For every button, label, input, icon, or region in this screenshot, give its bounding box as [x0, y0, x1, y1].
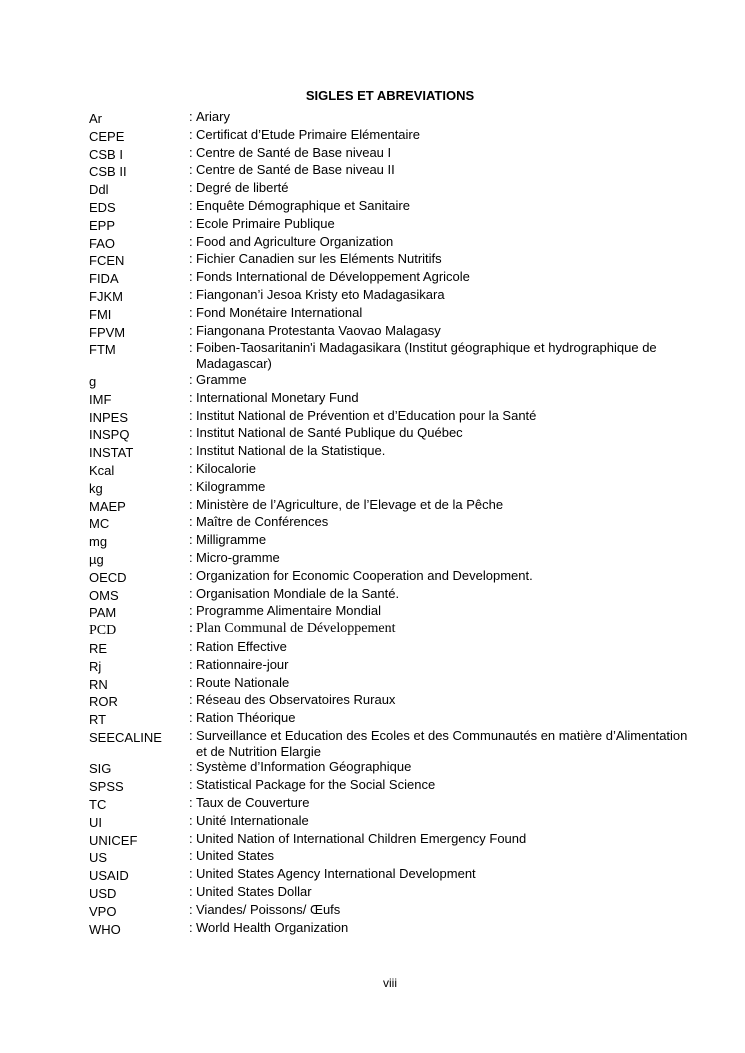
separator: :	[189, 674, 193, 690]
separator: :	[189, 795, 193, 811]
separator: :	[189, 389, 193, 405]
abbreviation: WHO	[89, 921, 121, 937]
abbreviation-row	[0, 479, 745, 497]
page-title: SIGLES ET ABREVIATIONS	[305, 88, 475, 103]
separator: :	[189, 656, 193, 672]
separator: :	[189, 812, 193, 828]
definition: Institut National de Prévention et d’Education pour la Santé	[196, 407, 537, 423]
definition: Fichier Canadien sur les Eléments Nutritifs	[196, 251, 442, 267]
abbreviation: µg	[89, 551, 104, 567]
abbreviation-row	[0, 848, 745, 866]
definition: Statistical Package for the Social Science	[196, 777, 436, 793]
abbreviation: EDS	[89, 199, 116, 215]
abbreviation: CSB I	[89, 146, 123, 162]
separator: :	[189, 514, 193, 530]
abbreviation: US	[89, 850, 108, 866]
definition: Kilogramme	[196, 478, 266, 494]
abbreviation: FAO	[89, 235, 116, 251]
definition: Route Nationale	[196, 674, 290, 690]
separator: :	[189, 371, 193, 387]
abbreviation: mg	[89, 534, 108, 550]
definition: Viandes/ Poissons/ Œufs	[196, 901, 341, 917]
definition: Fond Monétaire International	[196, 304, 363, 320]
definition: Gramme	[196, 371, 247, 387]
definition: Institut National de Santé Publique du Québec	[196, 425, 463, 441]
abbreviation-row	[0, 586, 745, 604]
abbreviation: Ar	[89, 111, 102, 126]
separator: :	[189, 407, 193, 423]
definition: Certificat d’Etude Primaire Elémentaire	[196, 126, 420, 142]
definition: Centre de Santé de Base niveau II	[196, 162, 395, 178]
definition: Enquête Démographique et Sanitaire	[196, 197, 410, 213]
definition: Ariary	[196, 109, 230, 124]
abbreviation: MC	[89, 516, 110, 532]
abbreviation: FTM	[89, 342, 116, 358]
definition: Rationnaire-jour	[196, 656, 289, 672]
abbreviation-row	[0, 287, 745, 305]
definition: Centre de Santé de Base niveau I	[196, 144, 392, 160]
definition: United Nation of International Children Emergency Found	[196, 830, 527, 846]
abbreviation: USAID	[89, 868, 129, 884]
abbreviation: UNICEF	[89, 832, 138, 848]
abbreviation-row	[0, 777, 745, 795]
abbreviation-row	[0, 920, 745, 938]
abbreviation-row	[0, 866, 745, 884]
abbreviation: RE	[89, 640, 108, 656]
definition: Micro-gramme	[196, 549, 280, 565]
definition: Programme Alimentaire Mondial	[196, 603, 381, 619]
definition: Maître de Conférences	[196, 514, 329, 530]
abbreviation: FIDA	[89, 271, 119, 287]
definition: Organization for Economic Cooperation and Development.	[196, 567, 533, 583]
abbreviation-row	[0, 759, 745, 777]
abbreviation-row	[0, 497, 745, 515]
abbreviation-row	[0, 443, 745, 461]
abbreviation: FPVM	[89, 324, 126, 340]
separator: :	[189, 304, 193, 320]
definition: Institut National de la Statistique.	[196, 443, 386, 459]
separator: :	[189, 901, 193, 917]
separator: :	[189, 251, 193, 267]
abbreviation: Ddl	[89, 182, 109, 198]
definition: Ministère de l’Agriculture, de l’Elevage et de la Pêche	[196, 496, 504, 512]
abbreviation-row	[0, 710, 745, 728]
abbreviation-row	[0, 216, 745, 234]
abbreviation-row	[0, 340, 745, 372]
abbreviation: SEECALINE	[89, 729, 162, 745]
separator: :	[189, 322, 193, 338]
abbreviation-row	[0, 884, 745, 902]
separator: :	[189, 532, 193, 548]
separator: :	[189, 443, 193, 459]
abbreviation: EPP	[89, 217, 116, 233]
separator: :	[189, 777, 193, 793]
abbreviation: SPSS	[89, 779, 124, 795]
separator: :	[189, 638, 193, 654]
abbreviation-row	[0, 408, 745, 426]
abbreviation-row	[0, 568, 745, 586]
separator: :	[189, 603, 193, 619]
separator: :	[189, 286, 193, 302]
definition: Plan Communal de Développement	[196, 621, 396, 637]
separator: :	[189, 197, 193, 213]
abbreviation-row	[0, 621, 745, 639]
abbreviation: SIG	[89, 761, 112, 777]
separator: :	[189, 866, 193, 882]
abbreviation: RT	[89, 712, 107, 728]
definition: United States	[196, 848, 275, 864]
definition: Foiben-Taosaritanin'i Madagasikara (Institut géographique et hydrographique de Madagascar)	[196, 340, 657, 372]
separator: :	[189, 425, 193, 441]
separator: :	[189, 109, 193, 124]
abbreviation-row	[0, 813, 745, 831]
abbreviation: INPES	[89, 409, 129, 425]
definition: Organisation Mondiale de la Santé.	[196, 585, 400, 601]
separator: :	[189, 478, 193, 494]
abbreviation-row	[0, 514, 745, 532]
definition: Ecole Primaire Publique	[196, 215, 335, 231]
abbreviation: INSTAT	[89, 445, 134, 461]
abbreviation: IMF	[89, 391, 112, 407]
abbreviation: ROR	[89, 694, 118, 710]
abbreviation: Kcal	[89, 462, 115, 478]
separator: :	[189, 567, 193, 583]
abbreviation-row	[0, 109, 745, 127]
abbreviation-row	[0, 269, 745, 287]
definition: International Monetary Fund	[196, 389, 359, 405]
separator: :	[189, 340, 193, 356]
abbreviation: OMS	[89, 587, 119, 603]
definition: Milligramme	[196, 532, 267, 548]
definition: Ration Effective	[196, 638, 287, 654]
abbreviation: FCEN	[89, 253, 125, 269]
definition: Système d’Information Géographique	[196, 759, 412, 775]
abbreviation: PCD	[89, 623, 117, 639]
abbreviation: PAM	[89, 605, 117, 621]
abbreviation: g	[89, 373, 97, 389]
separator: :	[189, 215, 193, 231]
abbreviation-row	[0, 795, 745, 813]
definition: Degré de liberté	[196, 180, 289, 196]
separator: :	[189, 621, 193, 637]
abbreviation-row	[0, 675, 745, 693]
definition: Fonds International de Développement Agricole	[196, 269, 470, 285]
separator: :	[189, 126, 193, 142]
abbreviation-row	[0, 234, 745, 252]
abbreviation-row	[0, 550, 745, 568]
abbreviation-row	[0, 831, 745, 849]
abbreviation: Rj	[89, 658, 102, 674]
separator: :	[189, 710, 193, 726]
abbreviation: kg	[89, 480, 103, 496]
separator: :	[189, 549, 193, 565]
definition: Réseau des Observatoires Ruraux	[196, 692, 396, 708]
separator: :	[189, 233, 193, 249]
separator: :	[189, 496, 193, 512]
abbreviation-row	[0, 372, 745, 390]
abbreviation-row	[0, 657, 745, 675]
abbreviation: FJKM	[89, 288, 123, 304]
separator: :	[189, 692, 193, 708]
abbreviation: MAEP	[89, 498, 126, 514]
abbreviation-row	[0, 323, 745, 341]
definition: Unité Internationale	[196, 812, 309, 828]
separator: :	[189, 884, 193, 900]
abbreviation-row	[0, 390, 745, 408]
abbreviation: OECD	[89, 569, 127, 585]
separator: :	[189, 144, 193, 160]
abbreviation: RN	[89, 676, 108, 692]
abbreviation-row	[0, 162, 745, 180]
definition: United States Agency International Development	[196, 866, 476, 882]
abbreviation: TC	[89, 797, 107, 813]
abbreviation: CEPE	[89, 128, 125, 144]
abbreviation: USD	[89, 886, 117, 902]
separator: :	[189, 585, 193, 601]
definition: Surveillance et Education des Ecoles et des Communautés en matière d’Alimentation et de Nutrition Elargie	[196, 727, 688, 759]
abbreviation: VPO	[89, 903, 117, 919]
separator: :	[189, 269, 193, 285]
separator: :	[189, 460, 193, 476]
abbreviation: UI	[89, 814, 102, 830]
separator: :	[189, 727, 193, 743]
separator: :	[189, 848, 193, 864]
abbreviation-row	[0, 692, 745, 710]
definition: Ration Théorique	[196, 710, 296, 726]
abbreviation: CSB II	[89, 164, 127, 180]
abbreviation-row	[0, 198, 745, 216]
definition: Fiangonan’i Jesoa Kristy eto Madagasikara	[196, 286, 445, 302]
definition: Kilocalorie	[196, 460, 256, 476]
abbreviation-row	[0, 251, 745, 269]
abbreviation-row	[0, 532, 745, 550]
separator: :	[189, 830, 193, 846]
separator: :	[189, 180, 193, 196]
abbreviation-row	[0, 127, 745, 145]
abbreviation-row	[0, 425, 745, 443]
abbreviation: FMI	[89, 306, 112, 322]
definition: World Health Organization	[196, 919, 349, 935]
definition: Fiangonana Protestanta Vaovao Malagasy	[196, 322, 441, 338]
abbreviation-row	[0, 180, 745, 198]
definition: Taux de Couverture	[196, 795, 310, 811]
page-number: viii	[383, 976, 397, 990]
abbreviation-row	[0, 728, 745, 760]
separator: :	[189, 162, 193, 178]
definition: Food and Agriculture Organization	[196, 233, 394, 249]
abbreviation-row	[0, 902, 745, 920]
separator: :	[189, 759, 193, 775]
abbreviation-row	[0, 305, 745, 323]
abbreviation-row	[0, 461, 745, 479]
abbreviation: INSPQ	[89, 427, 130, 443]
abbreviation-row	[0, 145, 745, 163]
abbreviation-row	[0, 603, 745, 621]
abbreviation-list	[0, 109, 745, 937]
definition: United States Dollar	[196, 884, 312, 900]
abbreviation-row	[0, 639, 745, 657]
separator: :	[189, 919, 193, 935]
